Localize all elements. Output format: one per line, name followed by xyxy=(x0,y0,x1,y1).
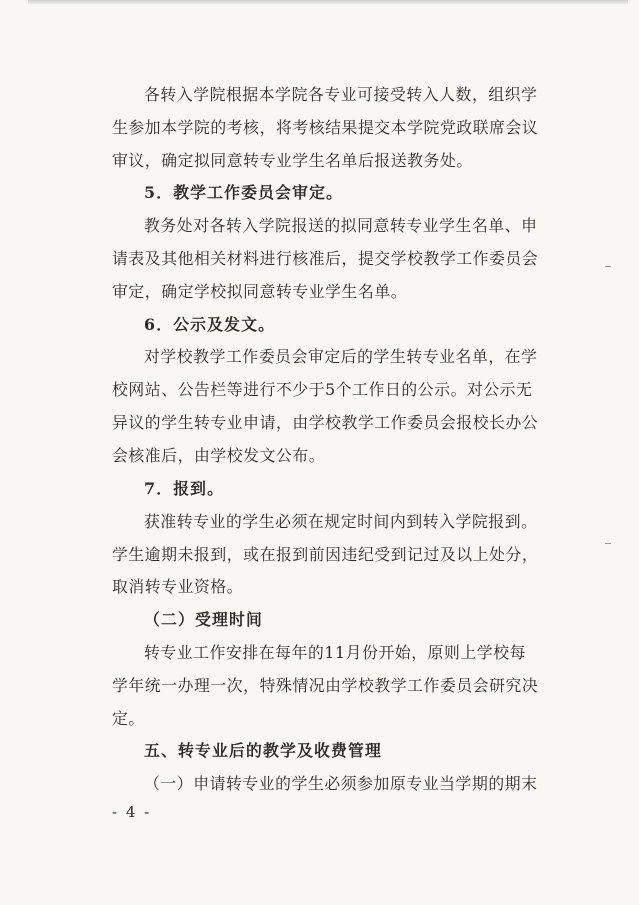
scan-top-edge xyxy=(28,0,628,4)
paragraph-line: 对学校教学工作委员会审定后的学生转专业名单，在学 xyxy=(144,347,538,366)
paragraph-line: （一）申请转专业的学生必须参加原专业当学期的期末 xyxy=(144,774,538,793)
paragraph-line: 取消转专业资格。 xyxy=(112,577,244,596)
section-heading: 五、转专业后的教学及收费管理 xyxy=(144,741,382,760)
paragraph-line: 学年统一办理一次，特殊情况由学校教学工作委员会研究决 xyxy=(112,676,539,695)
paragraph-line: 审议，确定拟同意转专业学生名单后报送教务处。 xyxy=(112,151,473,170)
paragraph-line: 转专业工作安排在每年的11月份开始，原则上学校每 xyxy=(144,643,527,662)
paragraph-line: 异议的学生转专业申请，由学校教学工作委员会报校长办公 xyxy=(112,413,539,432)
paragraph-line: 会核准后，由学校发文公布。 xyxy=(112,446,326,465)
section-heading: 7．报到。 xyxy=(144,479,225,498)
paragraph-line: 定。 xyxy=(112,709,145,728)
paragraph-line: 各转入学院根据本学院各专业可接受转入人数，组织学 xyxy=(144,85,538,104)
scan-mark xyxy=(605,266,611,267)
section-heading: 6．公示及发文。 xyxy=(144,315,276,334)
paragraph-line: 教务处对各转入学院报送的拟同意转专业学生名单、申 xyxy=(144,216,538,235)
paragraph-line: 请表及其他相关材料进行核准后，提交学校教学工作委员会 xyxy=(112,249,539,268)
section-heading: 5．教学工作委员会审定。 xyxy=(144,183,344,202)
paragraph-line: 学生逾期未报到，或在报到前因违纪受到记过及以上处分， xyxy=(112,545,539,564)
paragraph-line: 校网站、公告栏等进行不少于5个工作日的公示。对公示无 xyxy=(112,380,533,399)
paragraph-line: 审定，确定学校拟同意转专业学生名单。 xyxy=(112,282,408,301)
paragraph-line: 生参加本学院的考核，将考核结果提交本学院党政联席会议 xyxy=(112,118,539,137)
section-heading: （二）受理时间 xyxy=(144,610,263,629)
scan-mark xyxy=(605,543,611,544)
paragraph-line: 获准转专业的学生必须在规定时间内到转入学院报到。 xyxy=(144,512,538,531)
page-number: - 4 - xyxy=(112,803,152,821)
